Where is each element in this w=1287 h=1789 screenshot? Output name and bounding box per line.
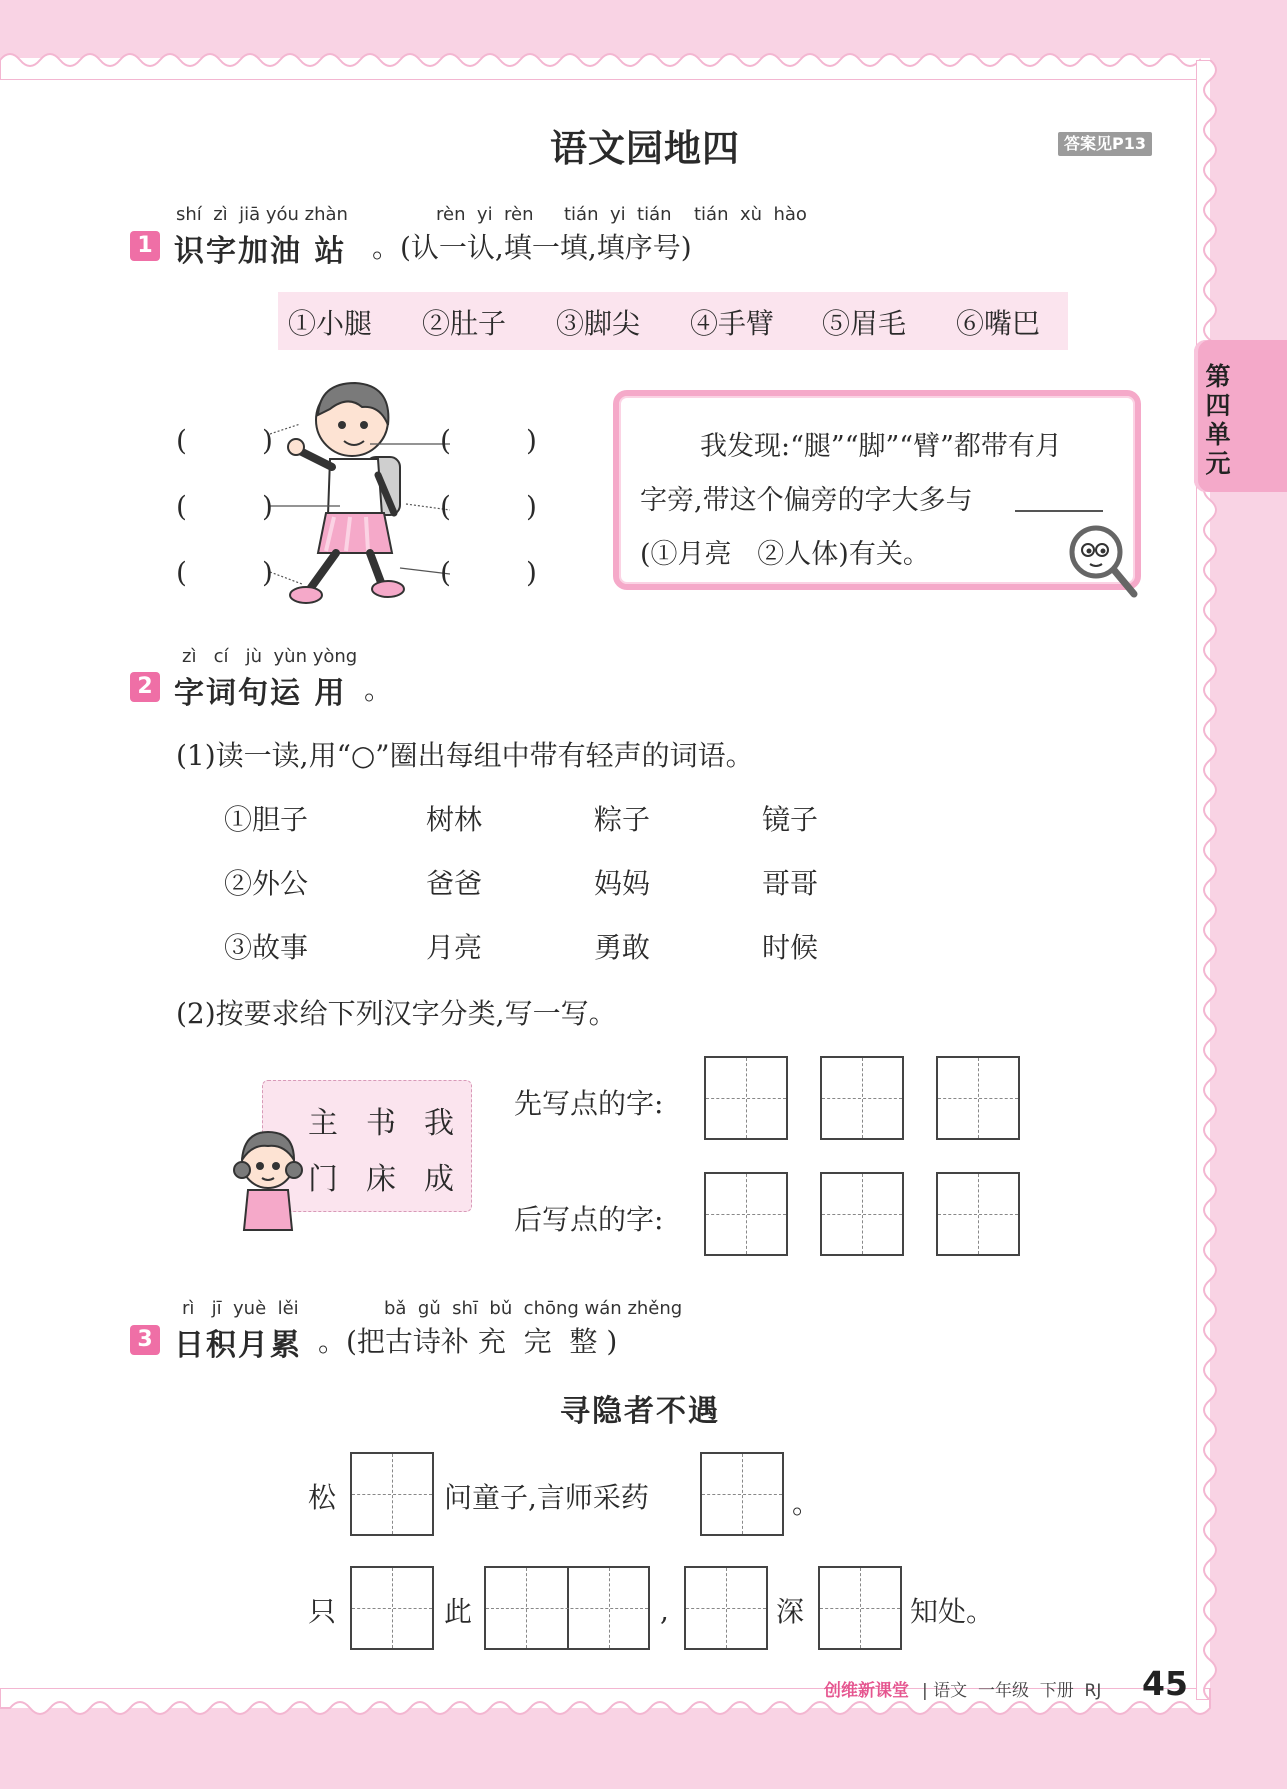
poem-text: , — [660, 1594, 669, 1627]
word-item: ⑥嘴巴 — [956, 307, 1041, 340]
word-option[interactable]: ③故事 — [224, 931, 309, 964]
section1-pinyin: shí zì jiā yóu zhàn — [176, 204, 348, 225]
poem-text: 此 — [444, 1595, 473, 1628]
answer-bracket-close: ) — [262, 556, 273, 589]
answer-bracket-open[interactable]: ( — [440, 424, 451, 457]
poem-text: 问童子,言师采药 — [444, 1481, 649, 1514]
section2-heading-end: 。 — [364, 673, 393, 706]
poem-text: 。 — [792, 1487, 821, 1520]
writing-grid[interactable] — [704, 1172, 788, 1256]
question-1: (1)读一读,用“○”圈出每组中带有轻声的词语。 — [176, 739, 754, 772]
word-option[interactable]: 树林 — [426, 803, 483, 836]
answer-ref-badge: 答案见P13 — [1058, 132, 1152, 156]
page-title: 语文园地四 — [550, 127, 740, 170]
question-2: (2)按要求给下列汉字分类,写一写。 — [176, 997, 617, 1030]
writing-grid[interactable] — [684, 1566, 768, 1650]
word-option[interactable]: 粽子 — [594, 803, 651, 836]
answer-bracket-open[interactable]: ( — [440, 556, 451, 589]
answer-bracket-close: ) — [526, 424, 537, 457]
answer-bracket-close: ) — [526, 490, 537, 523]
poem-title: 寻隐者不遇 — [560, 1394, 720, 1429]
magnifier-icon — [1066, 522, 1140, 600]
character: 我 — [424, 1106, 454, 1141]
answer-bracket-open[interactable]: ( — [176, 424, 187, 457]
word-option[interactable]: 勇敢 — [594, 931, 651, 964]
page-number: 45 — [1142, 1664, 1188, 1703]
word-item: ③脚尖 — [556, 307, 641, 340]
word-option[interactable]: ①胆子 — [224, 803, 309, 836]
character: 成 — [424, 1162, 454, 1197]
wavy-border-top — [0, 40, 1287, 80]
poem-text: 深 — [776, 1595, 805, 1628]
word-option[interactable]: 时候 — [762, 931, 819, 964]
footer-brand: 创维新课堂 — [824, 1681, 909, 1701]
answer-bracket-open[interactable]: ( — [440, 490, 451, 523]
writing-grid[interactable] — [704, 1056, 788, 1140]
label-first-dot: 先写点的字: — [514, 1087, 664, 1120]
character: 主 — [308, 1106, 338, 1141]
character: 床 — [366, 1162, 396, 1197]
word-option[interactable]: 哥哥 — [762, 867, 819, 900]
writing-grid[interactable] — [820, 1172, 904, 1256]
word-option[interactable]: ②外公 — [224, 867, 309, 900]
section-number: 3 — [130, 1325, 160, 1355]
label-last-dot: 后写点的字: — [514, 1203, 664, 1236]
word-bar — [278, 292, 1068, 350]
word-item: ④手臂 — [690, 307, 775, 340]
section1-pinyin: tián yi tián — [564, 204, 672, 225]
girl-illustration — [232, 1126, 304, 1236]
answer-bracket-close: ) — [526, 556, 537, 589]
section1-heading: 识字加油 站 — [174, 234, 347, 269]
discovery-text: 我发现:“腿”“脚”“臂”都带有月 — [700, 431, 1062, 462]
section-number: 2 — [130, 672, 160, 702]
writing-grid[interactable] — [936, 1172, 1020, 1256]
discovery-text: 字旁,带这个偏旁的字大多与 — [640, 485, 973, 516]
answer-bracket-close: ) — [262, 490, 273, 523]
discovery-text: (①月亮 ②人体)有关。 — [640, 539, 930, 570]
character: 书 — [366, 1106, 396, 1141]
section-number: 1 — [130, 231, 160, 261]
section1-instruction: 。(认一认,填一填,填序号) — [372, 231, 692, 264]
word-option[interactable]: 月亮 — [426, 931, 483, 964]
answer-bracket-close: ) — [262, 424, 273, 457]
word-option[interactable]: 爸爸 — [426, 867, 483, 900]
character: 门 — [308, 1162, 338, 1197]
writing-grid[interactable] — [350, 1452, 434, 1536]
leader-lines — [270, 420, 450, 590]
footer-info: | 语文 一年级 下册 RJ — [922, 1681, 1102, 1701]
section2-heading: 字词句运 用 — [174, 676, 347, 711]
section2-pinyin: zì cí jù yùn yòng — [182, 646, 358, 667]
writing-grid-double[interactable] — [484, 1566, 650, 1650]
section3-instruction: 。(把古诗补 充 完 整 ) — [318, 1325, 618, 1358]
writing-grid[interactable] — [820, 1056, 904, 1140]
poem-text: 松 — [308, 1481, 337, 1514]
word-option[interactable]: 镜子 — [762, 803, 819, 836]
writing-grid[interactable] — [818, 1566, 902, 1650]
answer-bracket-open[interactable]: ( — [176, 556, 187, 589]
unit-tab-label: 第四单元 — [1205, 362, 1231, 478]
poem-text: 知处。 — [910, 1595, 995, 1628]
discovery-answer-blank[interactable] — [1015, 510, 1103, 512]
section1-pinyin: rèn yi rèn — [436, 204, 534, 225]
section1-pinyin: tián xù hào — [694, 204, 807, 225]
answer-bracket-open[interactable]: ( — [176, 490, 187, 523]
section3-heading: 日积月累 — [174, 1328, 302, 1363]
writing-grid[interactable] — [700, 1452, 784, 1536]
wavy-border-right — [1196, 60, 1228, 1700]
word-item: ⑤眉毛 — [822, 307, 907, 340]
section3-pinyin: rì jī yuè lěi — [182, 1298, 299, 1319]
word-item: ①小腿 — [288, 307, 373, 340]
word-option[interactable]: 妈妈 — [594, 867, 651, 900]
writing-grid[interactable] — [350, 1566, 434, 1650]
poem-text: 只 — [308, 1595, 337, 1628]
section3-pinyin: bǎ gǔ shī bǔ chōng wán zhěng — [384, 1298, 683, 1319]
writing-grid[interactable] — [936, 1056, 1020, 1140]
word-item: ②肚子 — [422, 307, 507, 340]
